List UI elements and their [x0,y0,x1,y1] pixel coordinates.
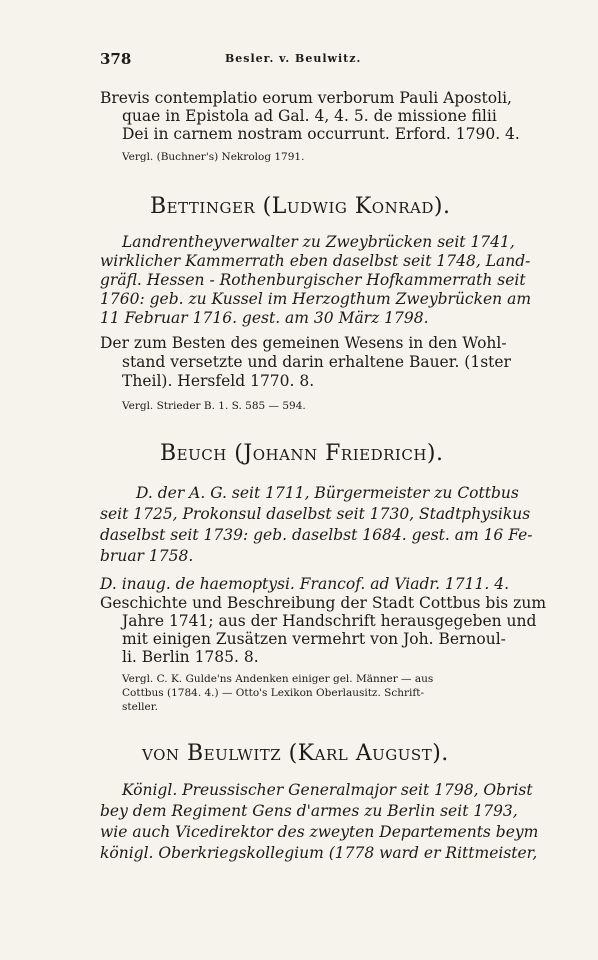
bio-line: Königl. Preussischer Generalmajor seit 1798, Obrist [122,781,533,799]
bio-line: bruar 1758. [100,547,194,565]
work-line: Theil). Hersfeld 1770. 8. [122,372,315,390]
reference-line: steller. [122,701,158,713]
reference-line: Vergl. Strieder B. 1. S. 585 — 594. [122,400,306,412]
page-header [100,50,540,72]
bio-line: wie auch Vicedirektor des zweyten Departements beym [100,823,539,841]
page-number: 378 [100,50,132,68]
work-line: mit einigen Zusätzen vermehrt von Joh. Bernoul- [122,630,506,648]
work-line: Der zum Besten des gemeinen Wesens in den Wohl- [100,334,507,352]
reference-line: Cottbus (1784. 4.) — Otto's Lexikon Oberlausitz. Schrift- [122,687,425,699]
bio-line: 11 Februar 1716. gest. am 30 März 1798. [100,309,429,327]
text-line: Dei in carnem nostram occurrunt. Erford. 1790. 4. [122,125,520,143]
work-line: Geschichte und Beschreibung der Stadt Cottbus bis zum [100,594,547,612]
text-line: quae in Epistola ad Gal. 4, 4. 5. de missione filii [122,107,497,125]
reference-line: Vergl. (Buchner's) Nekrolog 1791. [122,151,305,163]
entry-heading: Beuch (Johann Friedrich). [160,441,444,466]
entry-heading: von Beulwitz (Karl August). [142,741,449,766]
bio-line: gräfl. Hessen - Rothenburgischer Hofkammerrath seit [100,271,526,289]
bio-line: Landrentheyverwalter zu Zweybrücken seit 1741, [122,233,515,251]
bio-line: wirklicher Kammerrath eben daselbst seit 1748, Land- [100,252,531,270]
running-title: Besler. v. Beulwitz. [225,52,362,65]
entry-heading: Bettinger (Ludwig Konrad). [150,194,451,219]
work-line: D. inaug. de haemoptysi. Francof. ad Viadr. 1711. 4. [100,575,510,593]
work-line: li. Berlin 1785. 8. [122,648,259,666]
bio-line: daselbst seit 1739: geb. daselbst 1684. gest. am 16 Fe- [100,526,533,544]
bio-line: D. der A. G. seit 1711, Bürgermeister zu Cottbus [136,484,519,502]
text-line: Brevis contemplatio eorum verborum Pauli Apostoli, [100,89,512,107]
bio-line: königl. Oberkriegskollegium (1778 ward er Rittmeister, [100,844,538,862]
reference-line: Vergl. C. K. Gulde'ns Andenken einiger gel. Männer — aus [122,673,434,685]
bio-line: bey dem Regiment Gens d'armes zu Berlin seit 1793, [100,802,518,820]
work-line: Jahre 1741; aus der Handschrift herausgegeben und [122,612,537,630]
work-line: stand versetzte und darin erhaltene Bauer. (1ster [122,353,511,371]
bio-line: 1760: geb. zu Kussel im Herzogthum Zweybrücken am [100,290,532,308]
bio-line: seit 1725, Prokonsul daselbst seit 1730, Stadtphysikus [100,505,531,523]
